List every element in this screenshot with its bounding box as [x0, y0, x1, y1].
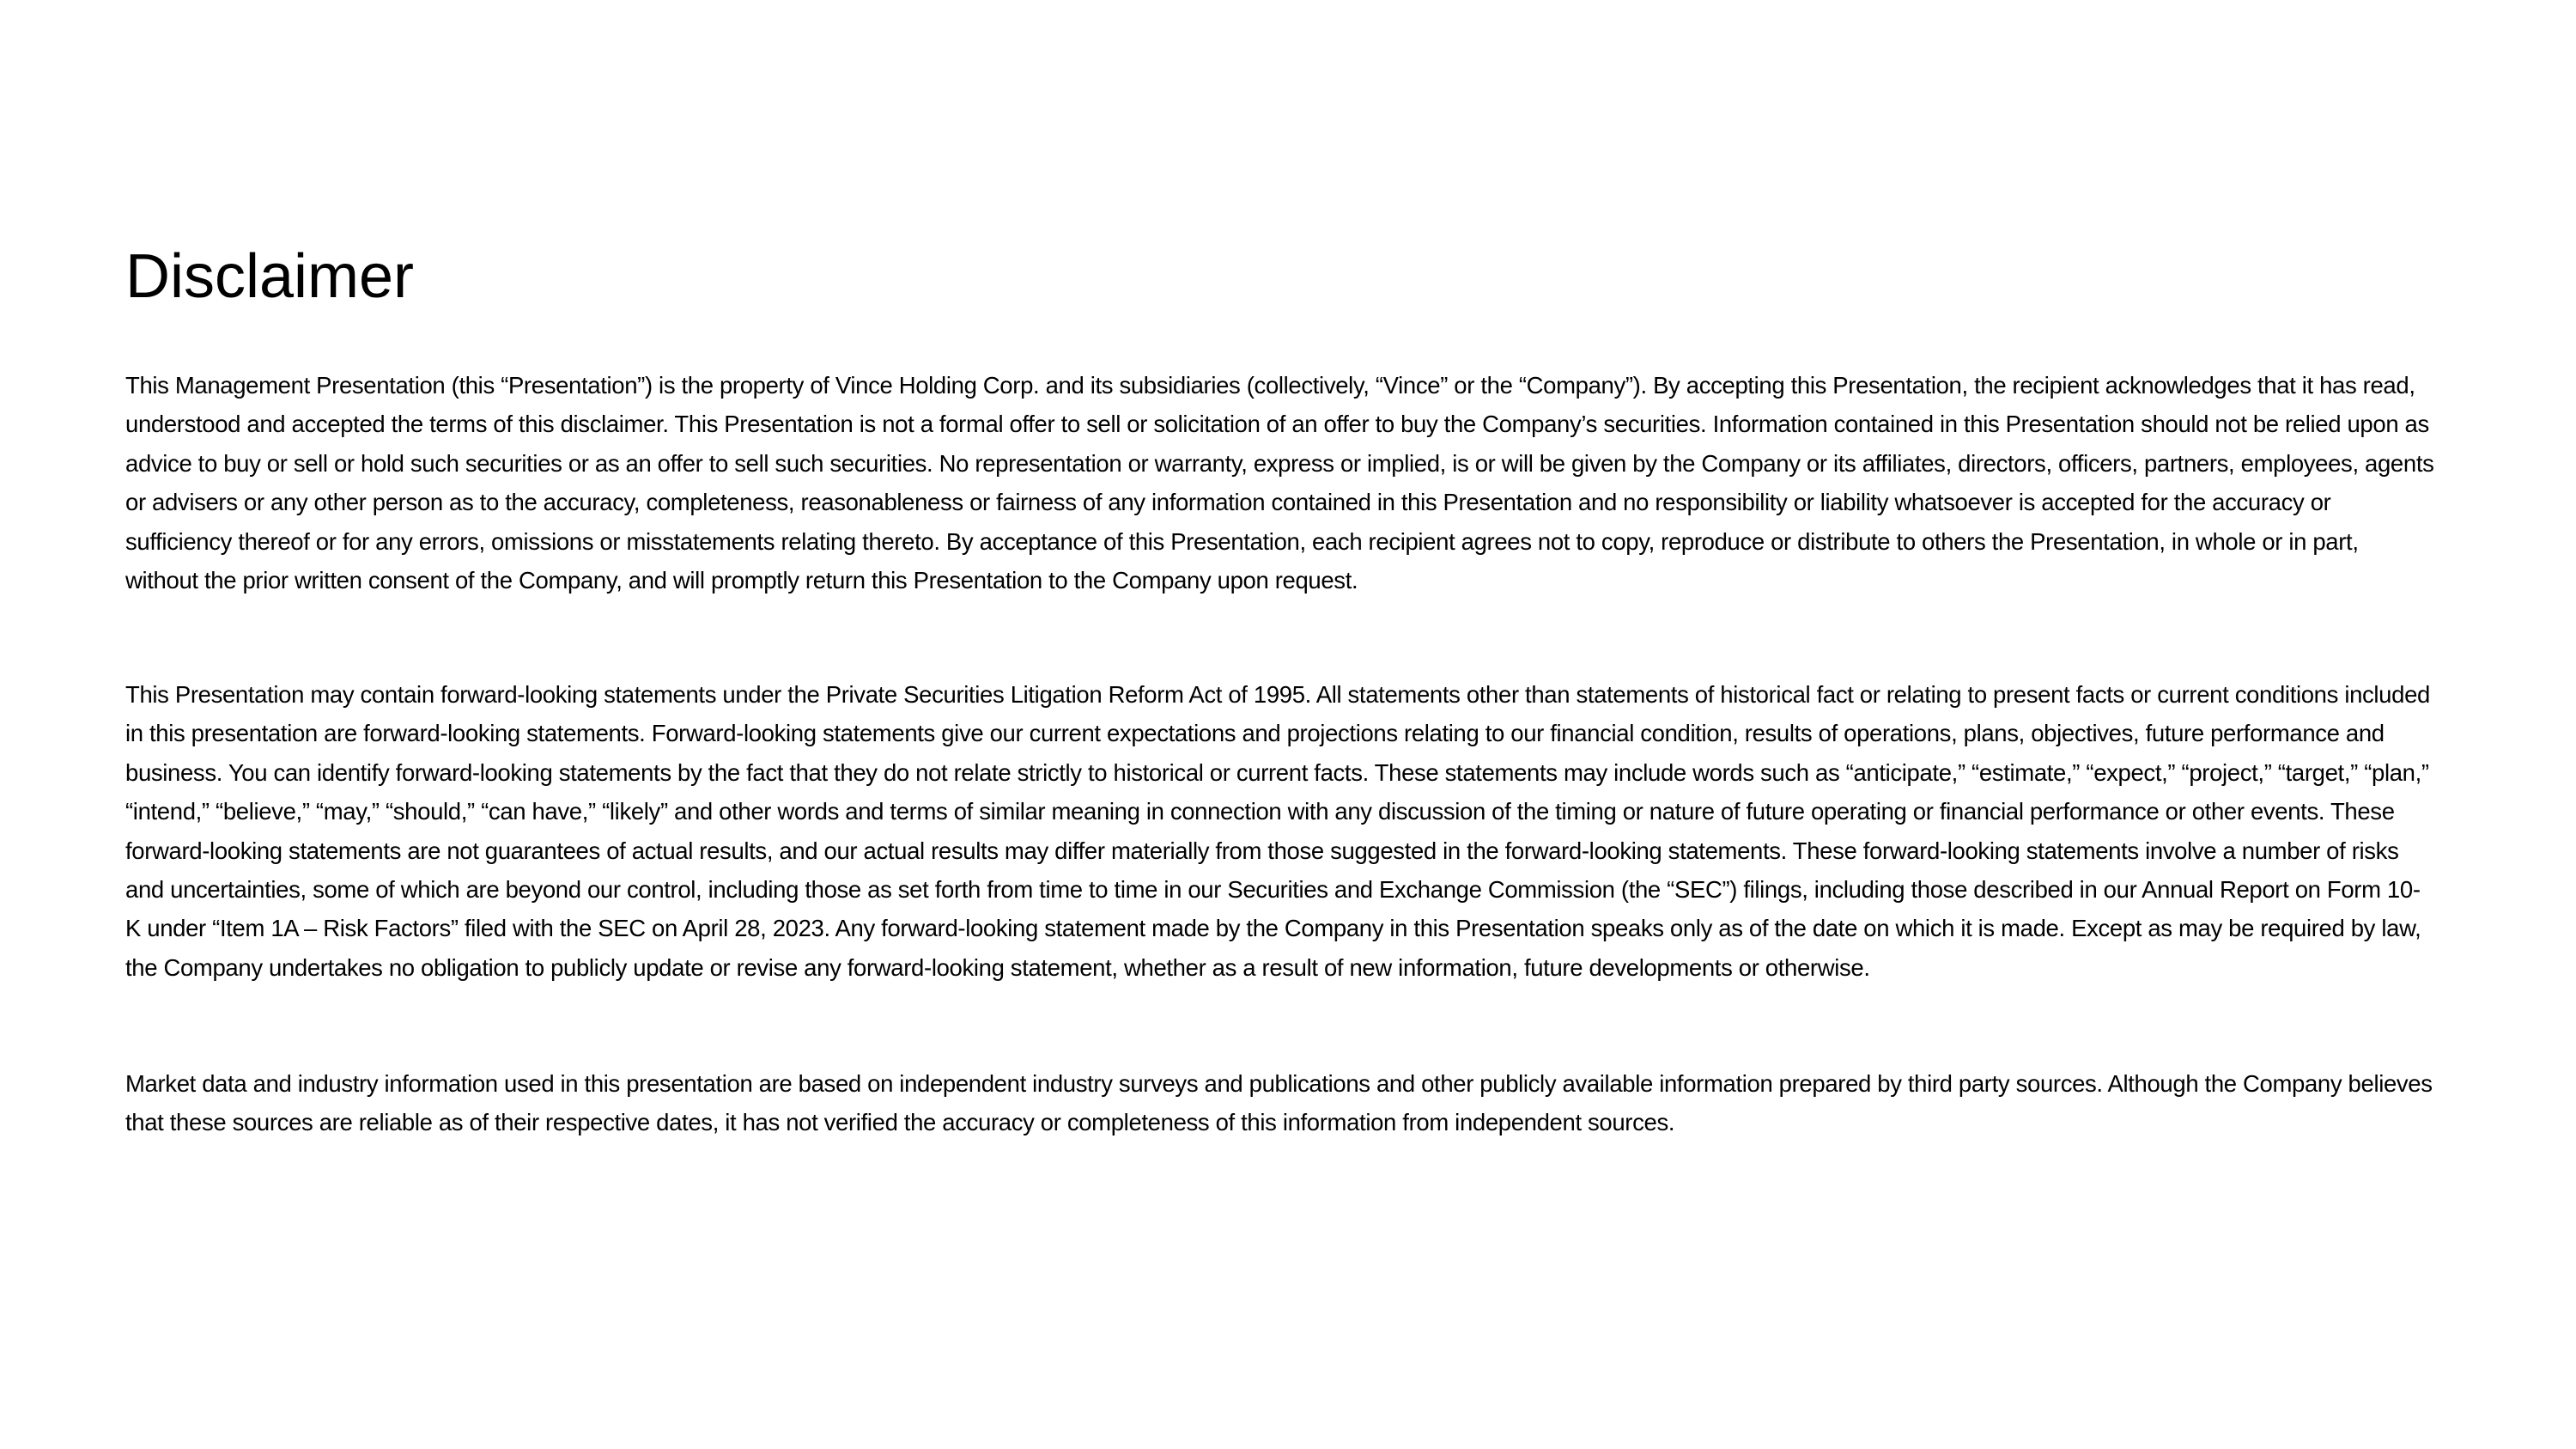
disclaimer-paragraph-forward-looking: This Presentation may contain forward-looking statements under the Private Securities Litigation Reform Act of 1995. All statements other than statements of historical fact or relating to present facts or current conditions included in this presentation are forward-looking statements. Forward-looking statements give our current expectations and projections relating to our financial condition, results of operations, plans, objectives, future performance and business. You can identify forward-looking statements by the fact that they do not relate strictly to historical or current facts. These statements may include words such as “anticipate,” “estimate,” “expect,” “project,” “target,” “plan,” “intend,” “believe,” “may,” “should,” “can have,” “likely” and other words and terms of similar meaning in connection with any discussion of the timing or nature of future operating or financial performance or other events. These forward-looking statements are not guarantees of actual results, and our actual results may differ materially from those suggested in the forward-looking statements. These forward-looking statements involve a number of risks and uncertainties, some of which are beyond our control, including those as set forth from time to time in our Securities and Exchange Commission (the “SEC”) filings, including those described in our Annual Report on Form 10-K under “Item 1A – Risk Factors” filed with the SEC on April 28, 2023. Any forward-looking statement made by the Company in this Presentation speaks only as of the date on which it is made. Except as may be required by law, the Company undertakes no obligation to publicly update or revise any forward-looking statement, whether as a result of new information, future developments or otherwise.: [125, 681, 2430, 981]
disclaimer-paragraph-ownership: This Management Presentation (this “Presentation”) is the property of Vince Holding Corp. and its subsidiaries (collectively, “Vince” or the “Company”). By accepting this Presentation, the recipient acknowledges that it has read, understood and accepted the terms of this disclaimer. This Presentation is not a formal offer to sell or solicitation of an offer to buy the Company’s securities. Information contained in this Presentation should not be relied upon as advice to buy or sell or hold such securities or as an offer to sell such securities. No representation or warranty, express or implied, is or will be given by the Company or its affiliates, directors, officers, partners, employees, agents or advisers or any other person as to the accuracy, completeness, reasonableness or fairness of any information contained in this Presentation and no responsibility or liability whatsoever is accepted for the accuracy or sufficiency thereof or for any errors, omissions or misstatements relating thereto. By acceptance of this Presentation, each recipient agrees not to copy, reproduce or distribute to others the Presentation, in whole or in part, without the prior written consent of the Company, and will promptly return this Presentation to the Company upon request.: [125, 372, 2434, 594]
slide-title: Disclaimer: [125, 242, 415, 311]
disclaimer-paragraph-market-data: Market data and industry information used in this presentation are based on independent industry surveys and publications and other publicly available information prepared by third party sources. Although the Company believes that these sources are reliable as of their respective dates, it has not verified the accuracy or completeness of this information from independent sources.: [125, 1070, 2433, 1136]
